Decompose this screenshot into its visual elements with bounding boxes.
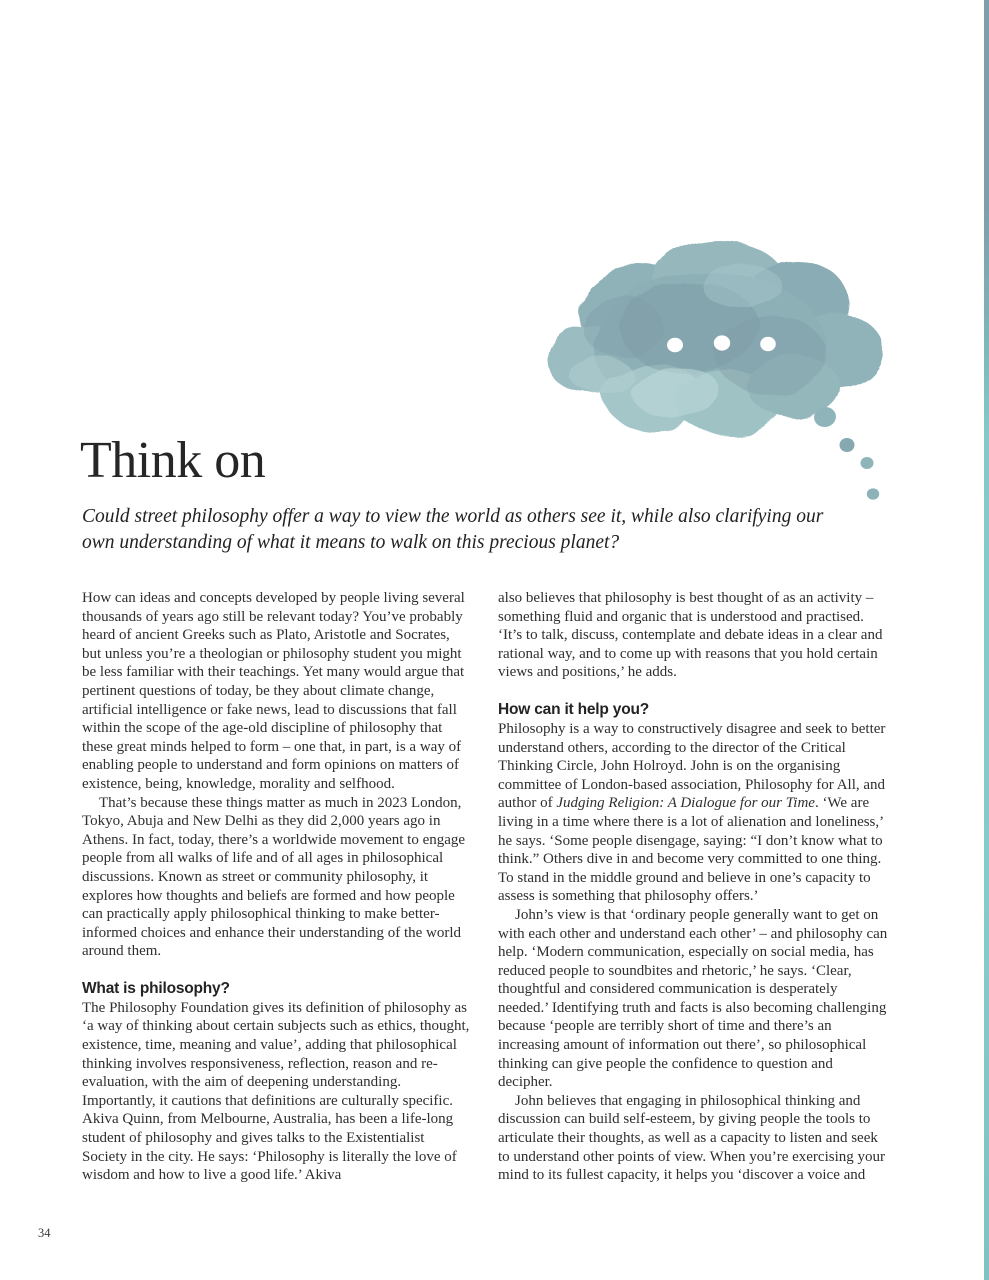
body-paragraph: How can ideas and concepts developed by people living several thousands of years ago still be relevant today? You’ve probably heard of ancient Greeks such as Plato, Aristotle and Socrates, but unless you’re a theologian or philosophy student you might be less familiar with their teachings. Yet many would argue that pertinent questions of today, be they about climate change, artificial intelligence or fake news, lead to discussions that fall within the scope of the age-old discipline of philosophy that these great minds helped to form – one that, in part, is a way of enabling people to understand and form opinions on matters of existence, being, knowledge, morality and selfhood. xyxy=(82,590,465,792)
right-column xyxy=(498,589,888,1185)
thought-cloud-illustration xyxy=(540,226,900,516)
article-body xyxy=(82,589,889,1185)
body-paragraph xyxy=(498,720,888,906)
standfirst: Could street philosophy offer a way to view the world as others see it, while also clarifying our own understanding of what it means to walk on this precious planet? xyxy=(82,506,824,553)
page-number: 34 xyxy=(38,1226,51,1240)
section-heading-how-can-it-help: How can it help you? xyxy=(498,700,650,718)
paragraph-text: . ‘We are living in a time where there is a lot of alienation and loneliness,’ he says. ‘Some people disengage, saying: “I don’t know what to think.” Others dive in and become very committed to one thing. To stand in the middle ground and believe in one’s capacity to assess is something that philosophy offers.’ xyxy=(498,795,884,905)
page-edge-accent-stripe xyxy=(984,0,989,1280)
thought-cloud-icon xyxy=(540,226,900,516)
body-paragraph: The Philosophy Foundation gives its definition of philosophy as ‘a way of thinking about certain subjects such as ethics, thought, existence, time, meaning and value’, adding that philosophical thinking involves responsiveness, reflection, reason and re-evaluation, with the aim of deepening understanding. Importantly, it cautions that definitions are culturally specific. Akiva Quinn, from Melbourne, Australia, has been a life-long student of philosophy and gives talks to the Existentialist Society in the city. He says: ‘Philosophy is literally the love of wisdom and how to live a good life.’ Akiva xyxy=(82,999,470,1184)
body-paragraph: John believes that engaging in philosophical thinking and discussion can build self-esteem, by giving people the tools to articulate their thoughts, as well as a capacity to listen and seek to understand other points of view. When you’re exercising your mind to its fullest capacity, it helps you ‘discover a voice and xyxy=(498,1092,885,1184)
page-title: Think on xyxy=(80,432,266,489)
paragraph-text: Philosophy is a way to constructively disagree and seek to better understand others, according to the director of the Critical Thinking Circle, John Holroyd. John is on the organising committee of London-based association, Philosophy for All, and author of xyxy=(498,720,886,812)
thought-trail-dots xyxy=(812,405,879,500)
section-heading-what-is-philosophy: What is philosophy? xyxy=(82,979,230,997)
body-paragraph: That’s because these things matter as much in 2023 London, Tokyo, Abuja and New Delhi as they did 2,000 years ago in Athens. In fact, today, there’s a worldwide movement to engage people from all walks of life and of all ages in philosophical discussions. Known as street or community philosophy, it explores how thoughts and beliefs are formed and how people can practically apply philosophical thinking to make better-informed choices and enhance their understanding of the world around them. xyxy=(82,794,466,960)
left-column xyxy=(82,589,472,1185)
body-paragraph: John’s view is that ‘ordinary people generally want to get on with each other and understand each other’ – and philosophy can help. ‘Modern communication, especially on social media, has reduced people to soundbites and rhetoric,’ he says. ‘Clear, thoughtful and considered communication is desperately needed.’ Identifying truth and facts is also becoming challenging because ‘people are terribly short of time and there’s an increasing amount of information out there’, so philosophical thinking can give people the confidence to question and decipher. xyxy=(498,906,888,1091)
body-paragraph: also believes that philosophy is best thought of as an activity – something fluid and organic that is understood and practised. ‘It’s to talk, discuss, contemplate and debate ideas in a clear and rational way, and to come up with reasons that you hold certain views and positions,’ he adds. xyxy=(498,590,883,681)
book-title-italic: Judging Religion: A Dialogue for our Time xyxy=(556,795,815,812)
